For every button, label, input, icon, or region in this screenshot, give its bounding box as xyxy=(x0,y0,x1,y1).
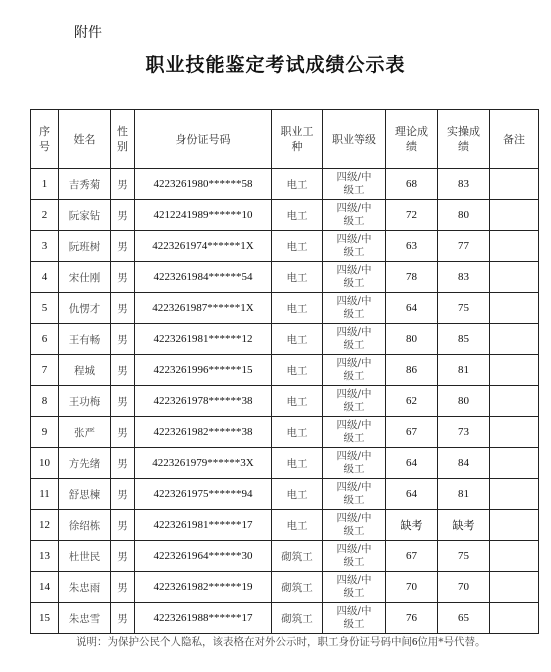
cell-name: 吉秀菊 xyxy=(59,169,111,200)
cell-gender: 男 xyxy=(111,448,135,479)
cell-level: 四级/中级工 xyxy=(323,231,386,262)
table-row xyxy=(31,200,539,231)
cell-seq: 7 xyxy=(31,355,59,386)
cell-practice: 80 xyxy=(438,386,490,417)
cell-theory: 64 xyxy=(386,448,438,479)
cell-id: 4223261975******94 xyxy=(135,479,272,510)
cell-seq: 4 xyxy=(31,262,59,293)
header-level: 职业等级 xyxy=(323,110,386,169)
cell-level: 四级/中级工 xyxy=(323,262,386,293)
cell-id: 4223261996******15 xyxy=(135,355,272,386)
cell-theory: 63 xyxy=(386,231,438,262)
cell-practice: 81 xyxy=(438,355,490,386)
cell-gender: 男 xyxy=(111,510,135,541)
header-remark: 备注 xyxy=(490,110,539,169)
cell-seq: 13 xyxy=(31,541,59,572)
cell-name: 王有畅 xyxy=(59,324,111,355)
cell-name: 舒思楝 xyxy=(59,479,111,510)
table-row xyxy=(31,324,539,355)
cell-practice: 75 xyxy=(438,293,490,324)
cell-remark xyxy=(490,448,539,479)
cell-theory: 68 xyxy=(386,169,438,200)
header-theory: 理论成绩 xyxy=(386,110,438,169)
cell-level: 四级/中级工 xyxy=(323,169,386,200)
cell-gender: 男 xyxy=(111,541,135,572)
cell-theory: 67 xyxy=(386,417,438,448)
table-header-row xyxy=(31,110,539,169)
table-row xyxy=(31,169,539,200)
table-row xyxy=(31,262,539,293)
cell-trade: 电工 xyxy=(272,231,323,262)
cell-remark xyxy=(490,324,539,355)
cell-remark xyxy=(490,355,539,386)
cell-level: 四级/中级工 xyxy=(323,603,386,634)
cell-level: 四级/中级工 xyxy=(323,572,386,603)
cell-trade: 砌筑工 xyxy=(272,541,323,572)
cell-practice: 84 xyxy=(438,448,490,479)
cell-practice: 81 xyxy=(438,479,490,510)
cell-id: 4223261980******58 xyxy=(135,169,272,200)
cell-remark xyxy=(490,293,539,324)
cell-theory: 62 xyxy=(386,386,438,417)
cell-theory: 缺考 xyxy=(386,510,438,541)
cell-level: 四级/中级工 xyxy=(323,510,386,541)
cell-trade: 电工 xyxy=(272,262,323,293)
cell-trade: 电工 xyxy=(272,510,323,541)
cell-name: 方先绪 xyxy=(59,448,111,479)
table-row xyxy=(31,448,539,479)
cell-id: 4223261974******1X xyxy=(135,231,272,262)
cell-level: 四级/中级工 xyxy=(323,200,386,231)
cell-seq: 11 xyxy=(31,479,59,510)
cell-theory: 64 xyxy=(386,479,438,510)
cell-practice: 83 xyxy=(438,262,490,293)
cell-name: 阮家钻 xyxy=(59,200,111,231)
cell-practice: 缺考 xyxy=(438,510,490,541)
cell-remark xyxy=(490,572,539,603)
cell-remark xyxy=(490,231,539,262)
cell-practice: 77 xyxy=(438,231,490,262)
cell-practice: 80 xyxy=(438,200,490,231)
cell-seq: 12 xyxy=(31,510,59,541)
cell-id: 4223261979******3X xyxy=(135,448,272,479)
header-trade: 职业工种 xyxy=(272,110,323,169)
cell-remark xyxy=(490,386,539,417)
cell-name: 王功梅 xyxy=(59,386,111,417)
cell-level: 四级/中级工 xyxy=(323,541,386,572)
table-row xyxy=(31,355,539,386)
cell-seq: 3 xyxy=(31,231,59,262)
cell-level: 四级/中级工 xyxy=(323,417,386,448)
cell-remark xyxy=(490,200,539,231)
cell-level: 四级/中级工 xyxy=(323,355,386,386)
cell-level: 四级/中级工 xyxy=(323,293,386,324)
cell-name: 杜世民 xyxy=(59,541,111,572)
cell-gender: 男 xyxy=(111,355,135,386)
cell-seq: 2 xyxy=(31,200,59,231)
header-seq: 序号 xyxy=(31,110,59,169)
cell-remark xyxy=(490,603,539,634)
cell-theory: 70 xyxy=(386,572,438,603)
cell-gender: 男 xyxy=(111,200,135,231)
cell-theory: 86 xyxy=(386,355,438,386)
cell-level: 四级/中级工 xyxy=(323,386,386,417)
attachment-label: 附件 xyxy=(74,25,102,41)
cell-trade: 电工 xyxy=(272,324,323,355)
cell-seq: 14 xyxy=(31,572,59,603)
cell-practice: 65 xyxy=(438,603,490,634)
cell-id: 4223261984******54 xyxy=(135,262,272,293)
cell-trade: 电工 xyxy=(272,448,323,479)
cell-practice: 75 xyxy=(438,541,490,572)
cell-name: 阮班树 xyxy=(59,231,111,262)
cell-seq: 10 xyxy=(31,448,59,479)
cell-id: 4223261981******17 xyxy=(135,510,272,541)
table-row xyxy=(31,479,539,510)
cell-gender: 男 xyxy=(111,386,135,417)
header-practice: 实操成绩 xyxy=(438,110,490,169)
cell-id: 4223261978******38 xyxy=(135,386,272,417)
cell-seq: 5 xyxy=(31,293,59,324)
table-row xyxy=(31,541,539,572)
cell-id: 4223261987******1X xyxy=(135,293,272,324)
cell-gender: 男 xyxy=(111,293,135,324)
cell-theory: 80 xyxy=(386,324,438,355)
cell-trade: 砌筑工 xyxy=(272,603,323,634)
cell-practice: 73 xyxy=(438,417,490,448)
cell-gender: 男 xyxy=(111,262,135,293)
score-table xyxy=(30,109,539,634)
table-row xyxy=(31,510,539,541)
cell-gender: 男 xyxy=(111,479,135,510)
cell-id: 4223261982******38 xyxy=(135,417,272,448)
page-title: 职业技能鉴定考试成绩公示表 xyxy=(145,54,406,76)
cell-level: 四级/中级工 xyxy=(323,479,386,510)
cell-remark xyxy=(490,510,539,541)
cell-trade: 砌筑工 xyxy=(272,572,323,603)
table-row xyxy=(31,293,539,324)
cell-gender: 男 xyxy=(111,417,135,448)
cell-remark xyxy=(490,262,539,293)
cell-gender: 男 xyxy=(111,572,135,603)
cell-theory: 64 xyxy=(386,293,438,324)
cell-id: 4223261964******30 xyxy=(135,541,272,572)
cell-practice: 83 xyxy=(438,169,490,200)
cell-name: 朱忠雪 xyxy=(59,603,111,634)
cell-id: 4223261982******19 xyxy=(135,572,272,603)
cell-theory: 78 xyxy=(386,262,438,293)
cell-gender: 男 xyxy=(111,231,135,262)
cell-practice: 85 xyxy=(438,324,490,355)
cell-theory: 72 xyxy=(386,200,438,231)
cell-trade: 电工 xyxy=(272,417,323,448)
table-row xyxy=(31,603,539,634)
cell-name: 程城 xyxy=(59,355,111,386)
cell-trade: 电工 xyxy=(272,355,323,386)
cell-remark xyxy=(490,541,539,572)
cell-name: 朱忠雨 xyxy=(59,572,111,603)
table-row xyxy=(31,572,539,603)
cell-trade: 电工 xyxy=(272,169,323,200)
cell-name: 仇愣才 xyxy=(59,293,111,324)
header-name: 姓名 xyxy=(59,110,111,169)
header-id: 身份证号码 xyxy=(135,110,272,169)
footnote-prefix: 说明：为保护公民个人隐私，该表格在对外公示时，职工身份证号码中间 xyxy=(76,636,412,648)
footnote xyxy=(76,634,538,651)
cell-id: 4223261988******17 xyxy=(135,603,272,634)
cell-seq: 15 xyxy=(31,603,59,634)
cell-seq: 8 xyxy=(31,386,59,417)
cell-gender: 男 xyxy=(111,169,135,200)
cell-trade: 电工 xyxy=(272,386,323,417)
cell-seq: 6 xyxy=(31,324,59,355)
cell-trade: 电工 xyxy=(272,293,323,324)
table-row xyxy=(31,417,539,448)
cell-remark xyxy=(490,479,539,510)
cell-level: 四级/中级工 xyxy=(323,324,386,355)
cell-theory: 67 xyxy=(386,541,438,572)
footnote-digit-count: 6 xyxy=(412,637,418,648)
cell-gender: 男 xyxy=(111,603,135,634)
cell-name: 宋仕刚 xyxy=(59,262,111,293)
cell-practice: 70 xyxy=(438,572,490,603)
cell-id: 4223261981******12 xyxy=(135,324,272,355)
footnote-suffix: 位用*号代替。 xyxy=(417,636,486,648)
cell-remark xyxy=(490,169,539,200)
cell-seq: 1 xyxy=(31,169,59,200)
cell-gender: 男 xyxy=(111,324,135,355)
cell-trade: 电工 xyxy=(272,479,323,510)
cell-trade: 电工 xyxy=(272,200,323,231)
table-row xyxy=(31,231,539,262)
cell-seq: 9 xyxy=(31,417,59,448)
cell-name: 徐绍栋 xyxy=(59,510,111,541)
header-gender: 性别 xyxy=(111,110,135,169)
cell-name: 张严 xyxy=(59,417,111,448)
cell-remark xyxy=(490,417,539,448)
table-row xyxy=(31,386,539,417)
cell-level: 四级/中级工 xyxy=(323,448,386,479)
cell-id: 4212241989******10 xyxy=(135,200,272,231)
cell-theory: 76 xyxy=(386,603,438,634)
